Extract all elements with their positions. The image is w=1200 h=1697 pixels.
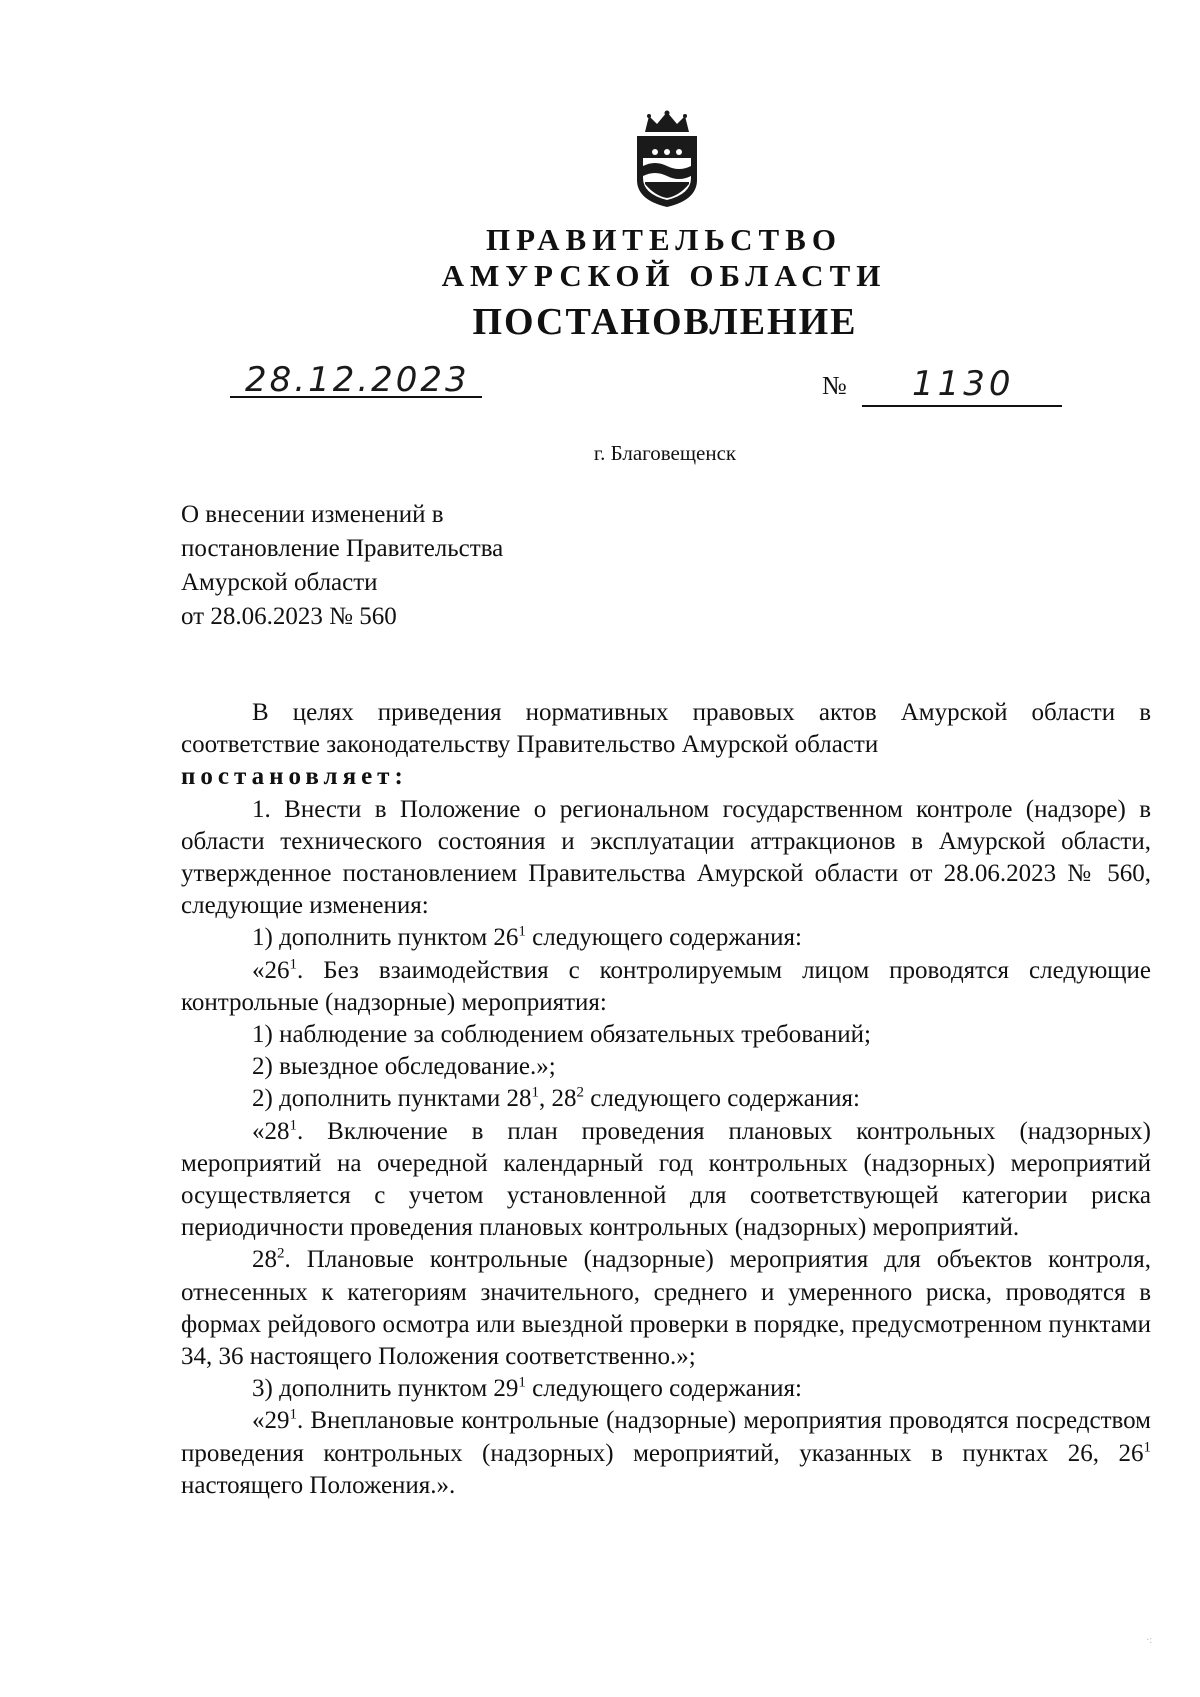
text-run: 3) дополнить пунктом 29	[252, 1375, 519, 1403]
subitem-3-paragraph	[181, 1373, 1151, 1405]
text-run: 2) дополнить пунктами 28	[252, 1085, 532, 1113]
text-run: . Плановые контрольные (надзорные) мероприятия для объектов контроля, отнесенных к категориям значительного, среднего и умеренного риска, проводятся в формах рейдового осмотра или выездной проверки в порядке, предусмотренном пунктами 34, 36 настоящего Положения соответственно.»;	[181, 1246, 1151, 1371]
superscript: 1	[531, 1085, 540, 1102]
superscript: 1	[518, 924, 526, 941]
number-underline	[862, 405, 1062, 407]
text-run: 1) дополнить пунктом 26	[252, 924, 519, 952]
superscript: 1	[289, 956, 297, 973]
text-run: следующего содержания:	[525, 924, 802, 952]
superscript: 2	[576, 1085, 585, 1102]
subitem-2-paragraph	[181, 1083, 1151, 1115]
document-body	[181, 697, 1151, 1502]
point-29-1-paragraph	[181, 1405, 1151, 1502]
coat-of-arms-icon	[627, 110, 707, 210]
subject-line: от 28.06.2023 № 560	[181, 603, 397, 630]
decree-word: постановляет:	[181, 763, 408, 791]
list-item-inspection: 2) выездное обследование.»;	[252, 1053, 556, 1081]
text-run: , 28	[539, 1085, 577, 1113]
superscript: 1	[289, 1407, 297, 1424]
text-run: «28	[252, 1117, 290, 1145]
number-sign: №	[822, 371, 847, 400]
subject-line: постановление Правительства	[181, 535, 504, 562]
org-name-line1: ПРАВИТЕЛЬСТВО	[486, 222, 842, 257]
point-28-1-paragraph	[181, 1116, 1151, 1245]
date-underline	[230, 396, 482, 398]
item-1-paragraph: 1. Внести в Положение о региональном государственном контроле (надзоре) в области технического состояния и эксплуатации аттракционов в Амурской области, утвержденное постановлением Правительства Амурской области от 28.06.2023 № 560, следующие изменения:	[181, 795, 1151, 920]
scan-speck: ·:	[1146, 1635, 1153, 1646]
text-run: 28	[252, 1246, 277, 1274]
text-run: настоящего Положения.».	[181, 1471, 456, 1499]
city-name: г. Благовещенск	[593, 441, 737, 465]
document-subject	[181, 498, 503, 634]
text-run: . Без взаимодействия с контролируемым лицом проводятся следующие контрольные (надзорные) мероприятия:	[181, 956, 1151, 1016]
superscript: 2	[277, 1246, 285, 1263]
point-26-1-paragraph	[181, 955, 1151, 1019]
document-type-title: ПОСТАНОВЛЕНИЕ	[472, 301, 858, 343]
document-number: 1130	[912, 364, 1015, 404]
superscript: 1	[1143, 1439, 1151, 1456]
text-run: . Внеплановые контрольные (надзорные) мероприятия проводятся посредством проведения контрольных (надзорных) мероприятий, указанных в пунктах 26, 26	[181, 1407, 1151, 1467]
superscript: 1	[289, 1117, 297, 1134]
org-name-line2: АМУРСКОЙ ОБЛАСТИ	[441, 258, 887, 293]
text-run: следующего содержания:	[525, 1375, 802, 1403]
preamble-paragraph: В целях приведения нормативных правовых актов Амурской области в соответствие законодательству Правительство Амурской области	[181, 699, 1151, 759]
point-28-2-paragraph	[181, 1244, 1151, 1373]
text-run: «29	[252, 1407, 290, 1435]
text-run: следующего содержания:	[584, 1085, 860, 1113]
document-date: 28.12.2023	[245, 360, 470, 400]
subject-line: О внесении изменений в	[181, 501, 444, 528]
list-item-observation: 1) наблюдение за соблюдением обязательных требований;	[252, 1021, 871, 1049]
text-run: . Включение в план проведения плановых контрольных (надзорных) мероприятий на очередной календарный год контрольных (надзорных) мероприятий осуществляется с учетом установленной для соответствующей категории риска периодичности проведения плановых контрольных (надзорных) мероприятий.	[181, 1117, 1151, 1242]
subitem-1-paragraph	[181, 922, 1151, 954]
subject-line: Амурской области	[181, 569, 378, 596]
superscript: 1	[518, 1374, 526, 1391]
text-run: «26	[252, 956, 290, 984]
